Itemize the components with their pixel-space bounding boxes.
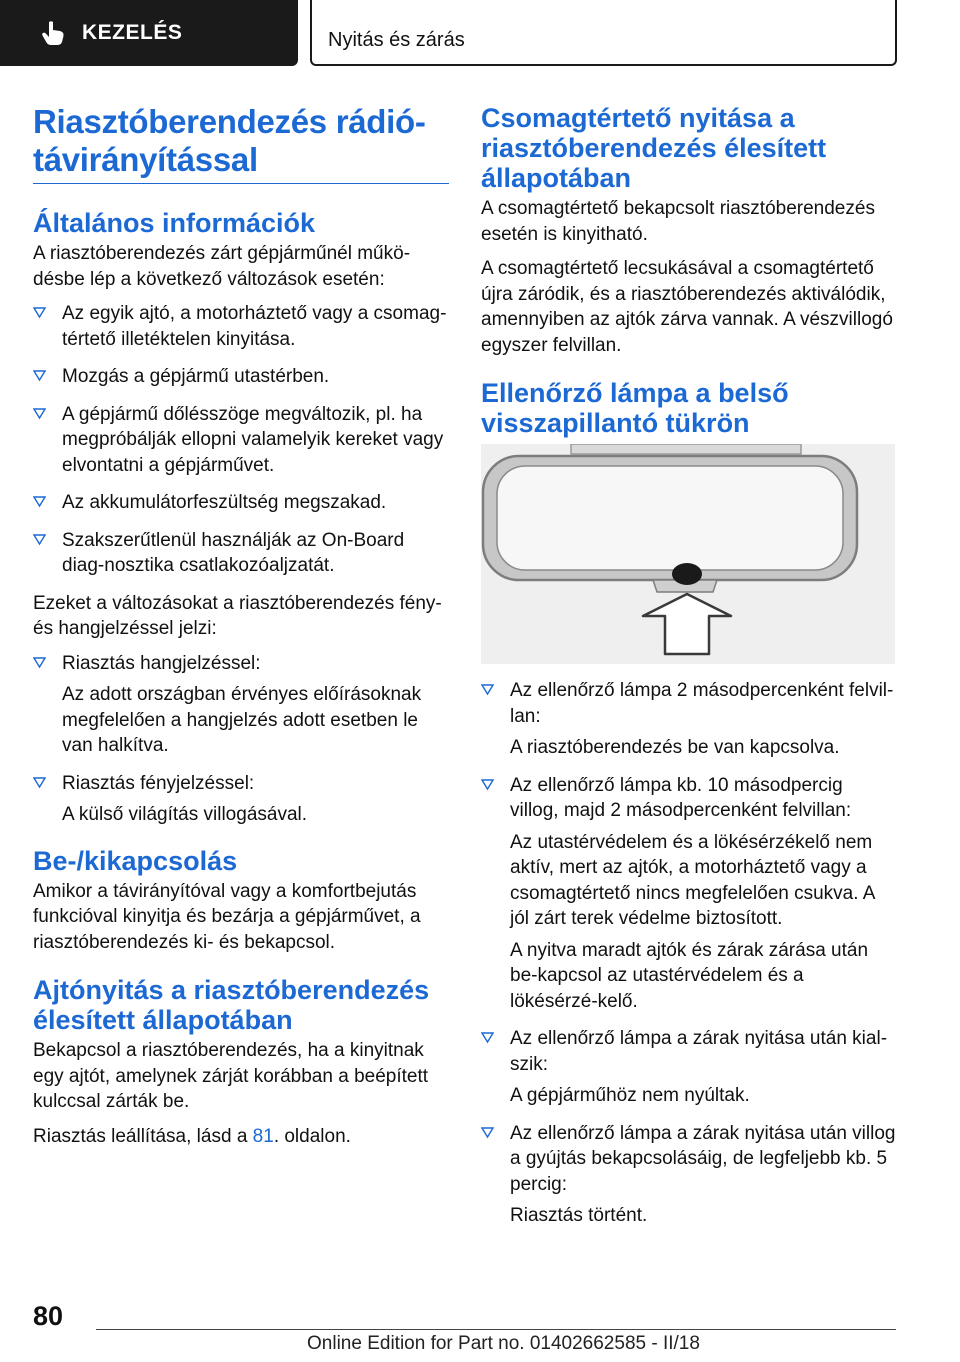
list-item-text: Riasztás fényjelzéssel: [62,772,255,794]
onoff-text: Amikor a távirányítóval vagy a komfortbejutás funkcióval kinyitja és bezárja a gépjárművet, a riasztóberendezés ki- és bekapcsol. [33,880,421,953]
right-column [481,103,896,1241]
door-heading: Ajtónyitás a riasztóberendezés élesített állapotában [33,975,430,1035]
change-list [33,301,449,579]
list-item-text: Az egyik ajtó, a motorháztető vagy a csomag‐tértető illetéktelen kinyitása. [62,303,447,350]
list-item [481,1026,896,1109]
list-item [33,402,449,479]
title-rule [33,183,449,184]
triangle-bullet-icon [481,1031,494,1044]
triangle-bullet-icon [481,778,494,791]
rearview-mirror-illustration [481,444,895,664]
page-link[interactable]: 81 [252,1125,274,1147]
page-number: 80 [33,1301,64,1331]
list-item-text: Az ellenőrző lámpa a zárak nyitása után kial‐szik: [510,1028,888,1075]
main-title [33,103,449,179]
list-item [481,1121,896,1229]
section-label: KEZELÉS [82,21,183,44]
triangle-bullet-icon [33,369,46,382]
list-item-detail: A nyitva maradt ajtók és zárak zárása után be‐kapcsol az utastérvédelem és a lökésérzé‐kelő. [510,939,869,1012]
list-item-detail: A gépjárműhöz nem nyúltak. [510,1085,750,1106]
lamp-heading: Ellenőrző lámpa a belső visszapillantó tükrön [481,378,789,438]
list-item-detail: Az adott országban érvényes előírásoknak megfelelően a hangjelzés adott esetben le van halkítva. [62,684,422,756]
lamp-state-list [481,678,896,1229]
list-item-text: Riasztás hangjelzéssel: [62,652,261,674]
list-item-text: Mozgás a gépjármű utastérben. [62,366,330,387]
triangle-bullet-icon [481,1126,494,1139]
triangle-bullet-icon [481,683,494,696]
triangle-bullet-icon [33,656,46,669]
triangle-bullet-icon [33,533,46,546]
list-item-text: Az ellenőrző lámpa kb. 10 másodpercig villog, majd 2 másodpercenként felvillan: [510,774,852,821]
main-title-line1: Riasztóberendezés rádió‐ [33,103,426,140]
alarm-reference: Riasztás leállítása, lásd a 81. oldalon. [33,1125,351,1147]
list-item-text: A gépjármű dőlésszöge megváltozik, pl. ha megpróbálják ellopni valamelyik kereket vagy elvontatni a gépjárművet. [62,403,444,476]
footer-rule [96,1329,896,1330]
edition-footer: Online Edition for Part no. 01402662585 - II/18 [307,1333,700,1354]
list-item-detail: Az utastérvédelem és a lökésérzékelő nem aktív, mert az ajtók, a motorháztető vagy a csomagtértető nincs megfelelően csukva. A jól zárt terek védelme biztosított. [510,831,875,929]
list-item [33,364,449,390]
list-item [481,678,896,761]
trunk-heading: Csomagtértető nyitása a riasztóberendezés élesített állapotában [481,103,827,193]
page-header [0,0,960,68]
triangle-bullet-icon [33,776,46,789]
list-item [33,528,449,579]
list-item-detail: A külső világítás villogásával. [62,804,308,825]
triangle-bullet-icon [33,306,46,319]
onoff-heading: Be-/kikapcsolás [33,845,238,876]
general-intro: A riasztóberendezés zárt gépjárműnél műkö‐désbe lép a következő változások esetén: [33,243,411,290]
trunk-p1: A csomagtértető bekapcsolt riasztóberendezés esetén is kinyitható. [481,198,875,245]
list-item [33,490,449,516]
list-item [33,301,449,352]
main-title-line2: távirányítással [33,141,258,178]
list-item-text: Az akkumulátorfeszültség megszakad. [62,492,387,513]
door-text: Bekapcsol a riasztóberendezés, ha a kinyitnak egy ajtót, amelynek zárját korábban a beépített kulccsal zárták be. [33,1040,429,1112]
hand-pointer-icon [40,20,66,46]
chapter-label: Nyitás és zárás [328,29,465,51]
section-tab [0,0,298,66]
chapter-tab [310,0,897,66]
triangle-bullet-icon [33,407,46,420]
list-item-detail: Riasztás történt. [510,1205,648,1226]
list-item [33,651,449,759]
signals-intro: Ezeket a változásokat a riasztóberendezés fény- és hangjelzéssel jelzi: [33,592,442,639]
signal-list [33,651,449,828]
list-item [33,771,449,828]
list-item [481,773,896,1015]
trunk-p2: A csomagtértető lecsukásával a csomagtértető újra záródik, és a riasztóberendezés aktiválódik, amennyiben az ajtók zárva vannak. A vészvillogó egyszer felvillan. [481,258,893,356]
left-column [33,103,449,1158]
list-item-text: Az ellenőrző lámpa 2 másodpercenként felvil‐lan: [510,680,894,727]
list-item-detail: A riasztóberendezés be van kapcsolva. [510,737,840,758]
list-item-text: Szakszerűtlenül használják az On-Board diag‐nosztika csatlakozóaljzatát. [62,529,405,576]
general-heading: Általános információk [33,208,316,238]
triangle-bullet-icon [33,495,46,508]
list-item-text: Az ellenőrző lámpa a zárak nyitása után villog a gyújtás bekapcsolásáig, de legfeljebb kb. 5 percig: [510,1122,896,1195]
